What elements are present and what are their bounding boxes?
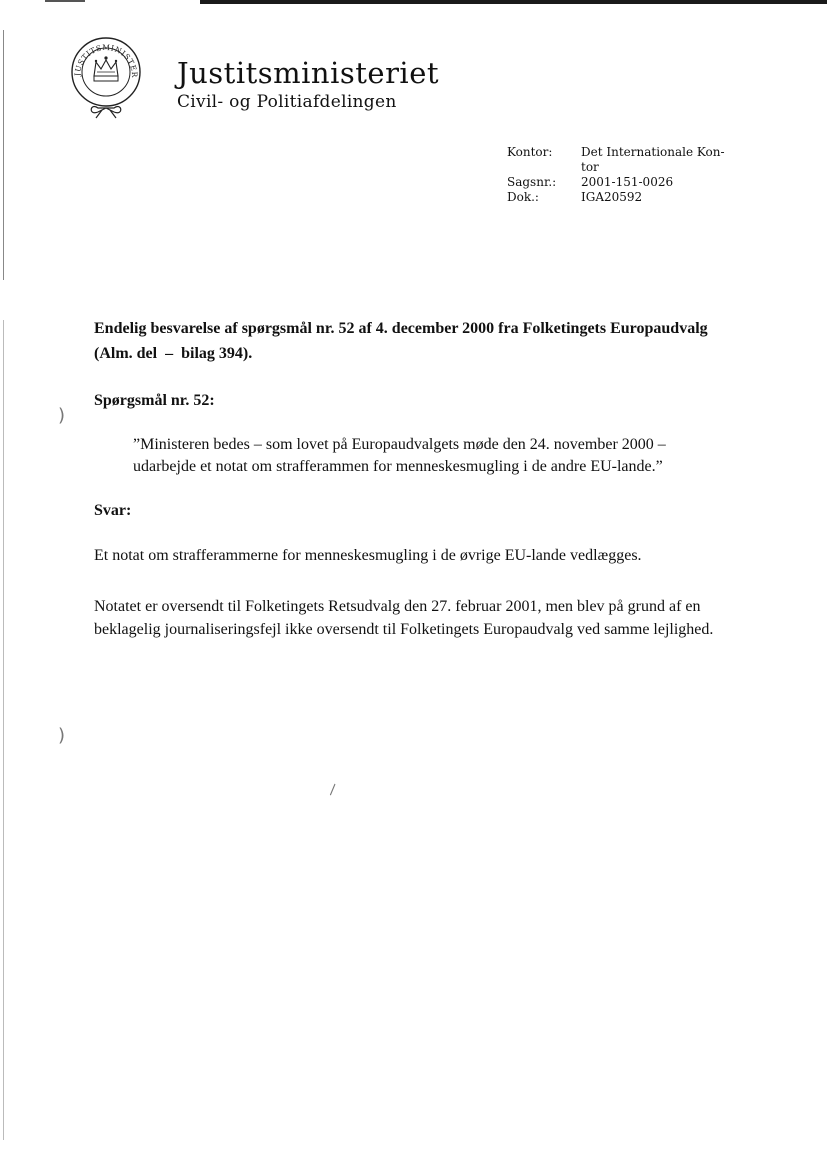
case-row (507, 175, 731, 190)
doc-label: Dok.: (507, 190, 539, 204)
answer-label: Svar: (94, 502, 132, 519)
doc-row (507, 190, 731, 205)
crown-seal-icon (68, 36, 148, 120)
paragraph-2-line-2: beklagelig journaliseringsfejl ikke oversendt til Folketingets Europaudvalg ved samme lejlighed. (94, 621, 714, 638)
office-row-continued (507, 160, 731, 175)
office-value-line2: tor (581, 160, 599, 174)
department-name: Civil- og Politiafdelingen (177, 92, 397, 112)
scan-artifact: \ (325, 782, 340, 798)
question-text (133, 434, 733, 478)
office-value-line1: Det Internationale Kon- (581, 145, 725, 159)
document-metadata (507, 145, 731, 205)
scan-edge-mark (45, 0, 85, 2)
case-label: Sagsnr.: (507, 175, 557, 189)
document-heading (94, 316, 754, 366)
answer-paragraph-2 (94, 595, 754, 641)
case-number: 2001-151-0026 (581, 175, 674, 189)
office-label: Kontor: (507, 145, 553, 159)
scan-left-border-lower (3, 320, 4, 1140)
office-row (507, 145, 731, 160)
doc-number: IGA20592 (581, 190, 643, 204)
paragraph-2-line-1: Notatet er oversendt til Folketingets Retsudvalg den 27. februar 2001, men blev på grund af en (94, 598, 701, 615)
question-line-2: udarbejde et notat om strafferammen for menneskesmugling i de andre EU-lande.” (133, 458, 663, 475)
answer-paragraph-1: Et notat om strafferammerne for menneskesmugling i de øvrige EU-lande vedlægges. (94, 547, 642, 564)
heading-line-1: Endelig besvarelse af spørgsmål nr. 52 af 4. december 2000 fra Folketingets Europaudvalg (94, 320, 708, 337)
scan-left-border (3, 30, 4, 280)
meta-spacer (507, 160, 581, 175)
scan-artifact: ) (58, 725, 66, 746)
seal-text: JUSTITSMINISTER (72, 42, 140, 79)
question-line-1: ”Ministeren bedes – som lovet på Europaudvalgets møde den 24. november 2000 – (133, 436, 666, 453)
heading-line-2: (Alm. del – bilag 394). (94, 345, 253, 362)
question-label: Spørgsmål nr. 52: (94, 392, 215, 409)
scan-top-border (200, 0, 827, 4)
ministry-title: Justitsministeriet (177, 56, 440, 90)
scan-artifact: ) (58, 405, 66, 426)
